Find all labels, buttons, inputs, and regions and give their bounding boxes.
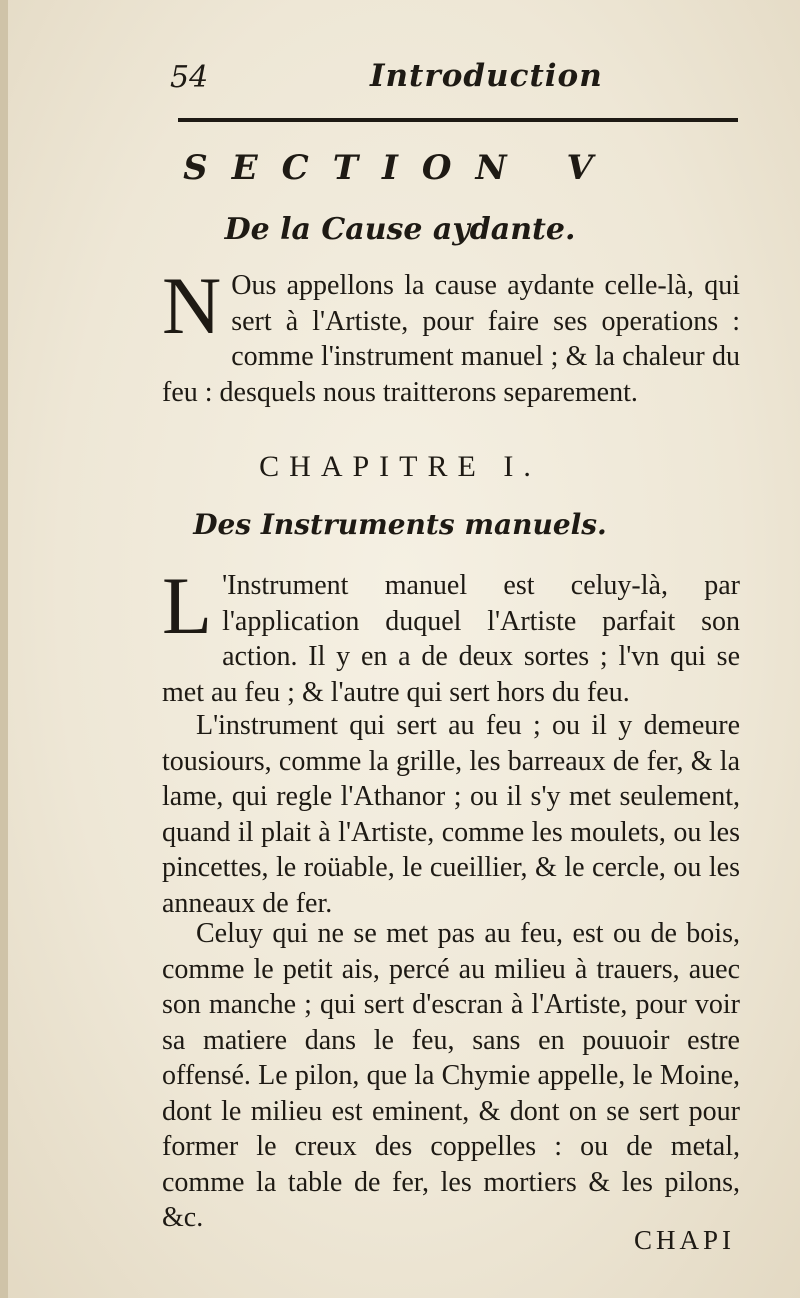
running-head: [170, 48, 740, 98]
paragraph-1-text: Ous appellons la cause aydante celle-là, qui sert à l'Artiste, pour faire ses operations : comme l'instrument manuel ; & la chaleur du feu : desquels nous traitterons separement.: [162, 270, 740, 408]
header-rule: [178, 118, 738, 122]
running-title: Introduction: [370, 58, 603, 94]
section-subtitle: De la Cause aydante.: [224, 212, 576, 247]
dropcap-l: L: [162, 560, 213, 651]
chapter-subtitle: Des Instruments manuels.: [193, 508, 607, 541]
paragraph-2: [162, 560, 740, 710]
catchword: CHAPI: [634, 1225, 736, 1255]
paragraph-1: [162, 260, 740, 410]
page-binding-edge: [0, 0, 8, 1298]
section-heading: SECTION V: [183, 148, 617, 188]
page-number: 54: [170, 60, 209, 95]
paragraph-3: L'instrument qui sert au feu ; ou il y demeure tousiours, comme la grille, les barreaux de fer, & la lame, qui regle l'Athanor ; ou il s'y met seulement, quand il plait à l'Artiste, comme les moulets, ou les pincettes, le roüable, le cueillier, & le cercle, ou les anneaux de fer.: [162, 710, 740, 919]
paragraph-4: Celuy qui ne se met pas au feu, est ou de bois, comme le petit ais, percé au milieu à trauers, auec son manche ; qui sert d'escran à l'Artiste, pour voir sa matiere dans le feu, sans en pouuoir estre offensé. Le pilon, que la Chymie appelle, le Moine, dont le milieu est eminent, & dont on se sert pour former le creux des coppelles : ou de metal, comme la table de fer, les mortiers & les pilons, &c.: [162, 918, 740, 1233]
paragraph-2-text: 'Instrument manuel est celuy-là, par l'application duquel l'Artiste parfait son action. Il y en a de deux sortes ; l'vn qui se met au feu ; & l'autre qui sert hors du feu.: [162, 570, 740, 708]
dropcap-n: N: [162, 260, 222, 351]
chapter-heading: CHAPITRE I.: [259, 450, 541, 483]
